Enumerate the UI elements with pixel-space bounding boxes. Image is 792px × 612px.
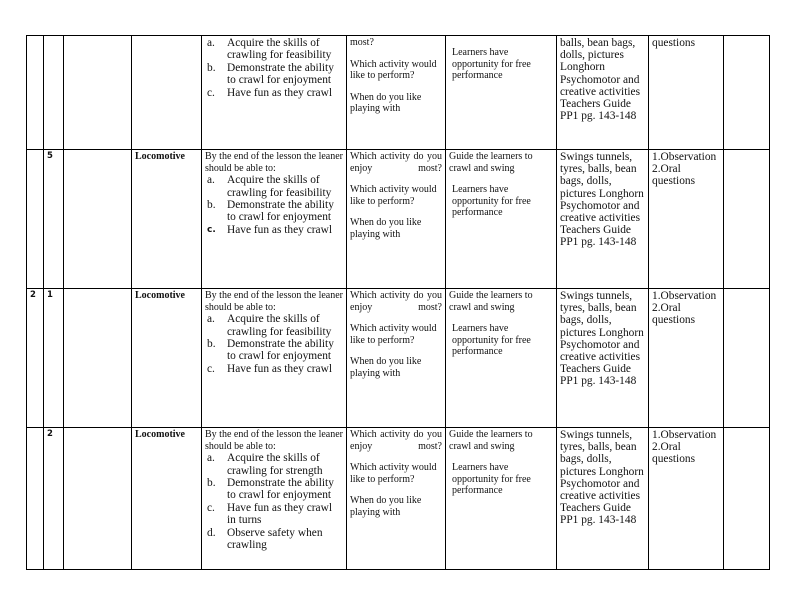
objective-text: Acquire the skills of crawling for strength [227,452,323,477]
key-questions-cell [347,150,446,289]
objective-item [207,338,343,363]
objective-item [207,501,343,527]
key-questions-cell [347,428,446,570]
learning-activity: Guide the learners to crawl and swing [449,290,533,313]
objective-item [207,223,343,236]
objective-marker: c. [207,86,215,99]
objectives-list [205,37,343,99]
objective-item [207,86,343,99]
objective-marker: c. [207,501,215,514]
key-questions-cell [347,289,446,428]
objective-item [207,174,343,199]
objective-item [207,452,343,477]
sub-strand-cell [64,150,132,289]
objective-marker: b. [207,338,216,350]
objectives-cell [202,428,347,570]
key-question: Which activity do you enjoy most? [350,151,442,174]
strand-cell: Locomotive [132,150,202,289]
scheme-of-work-table [26,35,770,570]
learning-activity: Learners have opportunity for free performance [452,323,531,358]
sub-strand-cell [64,428,132,570]
spacer [449,37,553,47]
objective-text: Demonstrate the ability to crawl for enjoyment [227,477,334,502]
key-question: most? [350,37,374,48]
objective-marker: c. [207,224,216,235]
resources-cell: Swings tunnels, tyres, balls, bean bags, dolls, pictures Longhorn Psychomotor and creative activities Teachers Guide PP1 pg. 143-148 [557,428,649,570]
objective-text: Acquire the skills of crawling for feasibility [227,37,332,62]
objectives-list [205,452,343,551]
objective-marker: b. [207,477,216,489]
key-question: When do you like playing with [350,495,422,518]
objectives-cell [202,289,347,428]
assessment-cell: 1.Observation 2.Oral questions [649,289,724,428]
objectives-list [205,174,343,236]
objective-text: Have fun as they crawl [227,86,333,99]
key-question: Which activity do you enjoy most? [350,290,442,313]
resources-cell: Swings tunnels, tyres, balls, bean bags, dolls, pictures Longhorn Psychomotor and creative activities Teachers Guide PP1 pg. 143-148 [557,289,649,428]
objective-text: Demonstrate the ability to crawl for enjoyment [227,338,334,363]
learning-activity: Guide the learners to crawl and swing [449,429,533,452]
table-row [27,289,770,428]
objective-text: Acquire the skills of crawling for feasibility [227,174,332,199]
assessment-cell: 1.Observation 2.Oral questions [649,150,724,289]
objective-marker: a. [207,37,215,49]
objective-text: Have fun as they crawl [227,223,333,236]
week-cell [27,36,44,150]
assessment-cell: 1.Observation 2.Oral questions [649,428,724,570]
table-row [27,36,770,150]
key-questions-cell [347,36,446,150]
table-row [27,150,770,289]
remarks-cell [724,36,770,150]
objective-text: Observe safety when crawling [227,526,323,552]
objective-item [207,477,343,502]
objective-marker: d. [207,526,216,539]
learning-activity: Learners have opportunity for free performance [452,184,531,219]
table-row [27,428,770,570]
objective-marker: a. [207,174,215,187]
objectives-intro: By the end of the lesson the leaner should be able to: [205,290,344,313]
objective-item [207,526,343,552]
key-question: When do you like playing with [350,91,422,115]
lesson-cell: 1 [44,289,64,428]
week-cell [27,150,44,289]
objective-item [207,362,343,375]
lesson-cell: 5 [44,150,64,289]
objective-text: Demonstrate the ability to crawl for enjoyment [227,199,334,224]
strand-cell: Locomotive [132,428,202,570]
objective-item [207,199,343,224]
learning-experiences-cell [446,428,557,570]
week-cell: 2 [27,289,44,428]
key-question: Which activity would like to perform? [350,323,437,346]
remarks-cell [724,150,770,289]
objective-text: Have fun as they crawl in turns [227,501,333,527]
resources-cell: balls, bean bags, dolls, pictures Longhorn Psychomotor and creative activities Teachers Guide PP1 pg. 143-148 [557,36,649,150]
strand-cell: Locomotive [132,289,202,428]
strand-cell [132,36,202,150]
objectives-intro: By the end of the lesson the leaner should be able to: [205,151,344,174]
key-question: When do you like playing with [350,217,422,240]
objectives-intro: By the end of the lesson the leaner should be able to: [205,429,344,452]
lesson-cell: 2 [44,428,64,570]
objectives-cell [202,150,347,289]
remarks-cell [724,289,770,428]
lesson-cell [44,36,64,150]
objectives-list [205,313,343,375]
learning-experiences-cell [446,289,557,428]
resources-cell: Swings tunnels, tyres, balls, bean bags, dolls, pictures Longhorn Psychomotor and creative activities Teachers Guide PP1 pg. 143-148 [557,150,649,289]
assessment-cell: questions [649,36,724,150]
learning-activity: Guide the learners to crawl and swing [449,151,533,174]
objective-marker: a. [207,452,215,465]
objective-text: Demonstrate the ability to crawl for enjoyment [227,61,334,87]
key-question: Which activity would like to perform? [350,184,437,207]
sub-strand-cell [64,289,132,428]
learning-activity: Learners have opportunity for free performance [452,47,531,82]
objective-marker: b. [207,61,216,74]
key-question: Which activity would like to perform? [350,462,437,485]
objective-item [207,61,343,87]
objective-marker: a. [207,313,215,326]
objective-item [207,313,343,338]
objective-marker: c. [207,362,215,375]
objectives-cell [202,36,347,150]
learning-experiences-cell [446,36,557,150]
key-question: Which activity do you enjoy most? [350,429,442,452]
week-cell [27,428,44,570]
objective-text: Acquire the skills of crawling for feasibility [227,313,332,338]
learning-activity: Learners have opportunity for free performance [452,462,531,497]
objective-marker: b. [207,199,216,211]
key-question: Which activity would like to perform? [350,58,437,82]
key-question: When do you like playing with [350,356,422,379]
learning-experiences-cell [446,150,557,289]
remarks-cell [724,428,770,570]
objective-item [207,37,343,62]
sub-strand-cell [64,36,132,150]
objective-text: Have fun as they crawl [227,362,333,375]
